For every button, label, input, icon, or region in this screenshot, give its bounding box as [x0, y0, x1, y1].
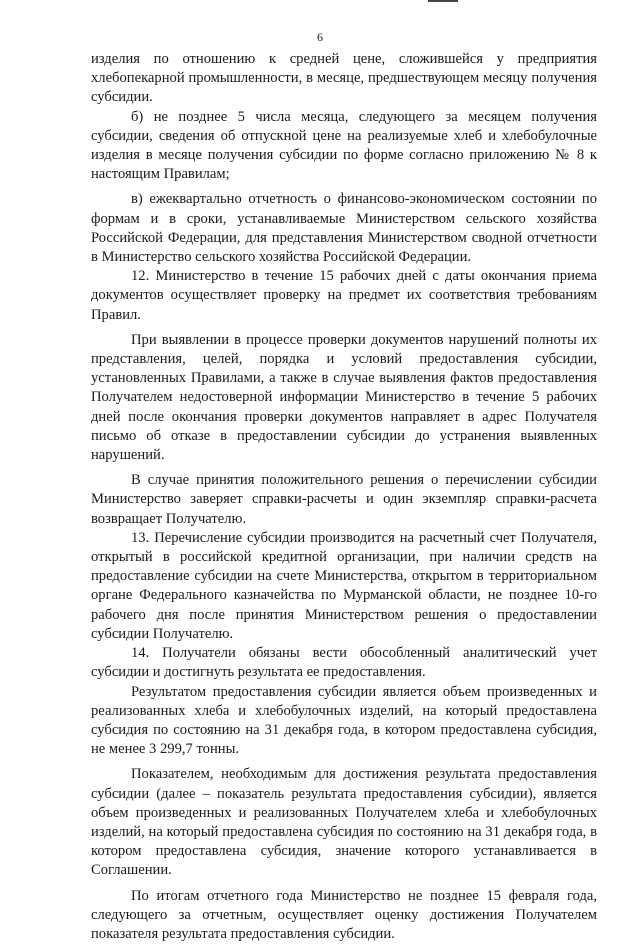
- document-body: [91, 50, 597, 944]
- paragraph-clause-12-positive: В случае принятия положительного решения о перечислении субсидии Министерство заверяет справки-расчеты и один экземпляр справки-расчета возвращает Получателю.: [91, 472, 597, 527]
- paragraph-clause-14-result: Результатом предоставления субсидии является объем произведенных и реализованных хлеба и хлебобулочных изделий, на который предоставлена субсидия по состоянию на 31 декабря года, в котором предоставлена субсидия, не менее 3 299,7 тонны.: [91, 683, 597, 758]
- page-number: 6: [317, 30, 323, 44]
- top-edge-mark: [428, 0, 458, 2]
- paragraph-clause-12-violations: При выявлении в процессе проверки документов нарушений полноты их представления, целей, порядка и условий предоставления субсидии, установленных Правилами, а также в случае выявления фактов предоставления Получателем недостоверной информации Министерство в течение 5 рабочих дней после окончания проверки документов направляет в адрес Получателя письмо об отказе в предоставлении субсидии до устранения выявленных нарушений.: [91, 331, 597, 464]
- paragraph-clause-13: 13. Перечисление субсидии производится на расчетный счет Получателя, открытый в российской кредитной организации, при наличии средств на предоставление субсидии на счете Министерства, открытом в территориальном органе Федерального казначейства по Мурманской области, не позднее 10-го рабочего дня после принятия Министерством решения о предоставлении субсидии Получателю.: [91, 529, 597, 642]
- paragraph-clause-12: 12. Министерство в течение 15 рабочих дней с даты окончания приема документов осуществляет проверку на предмет их соответствия требованиям Правил.: [91, 268, 597, 323]
- paragraph-continuation: изделия по отношению к средней цене, сложившейся у предприятия хлебопекарной промышленности, в месяце, предшествующем месяцу получения субсидии.: [91, 51, 597, 106]
- paragraph-clause-14-assessment: По итогам отчетного года Министерство не позднее 15 февраля года, следующего за отчетным, осуществляет оценку достижения Получателем показателя результата предоставления субсидии.: [91, 887, 597, 942]
- paragraph-clause-14-indicator: Показателем, необходимым для достижения результата предоставления субсидии (далее – показатель результата предоставления субсидии), является объем произведенных и реализованных Получателем хлеба и хлебобулочных изделий, на который предоставлена субсидия по состоянию на 31 декабря года, в котором предоставлена субсидия, значение которого устанавливается в Соглашении.: [91, 766, 597, 879]
- paragraph-item-b: б) не позднее 5 числа месяца, следующего за месяцем получения субсидии, сведения об отпускной цене на реализуемые хлеб и хлебобулочные изделия в месяце получения субсидии по форме согласно приложению № 8 к настоящим Правилам;: [91, 108, 597, 183]
- paragraph-clause-14: 14. Получатели обязаны вести обособленный аналитический учет субсидии и достигнуть результата ее предоставления.: [91, 645, 597, 681]
- paragraph-item-v: в) ежеквартально отчетность о финансово-экономическом состоянии по формам и в сроки, устанавливаемые Министерством сельского хозяйства Российской Федерации, для представления Министерством сводной отчетности в Министерство сельского хозяйства Российской Федерации.: [91, 191, 597, 266]
